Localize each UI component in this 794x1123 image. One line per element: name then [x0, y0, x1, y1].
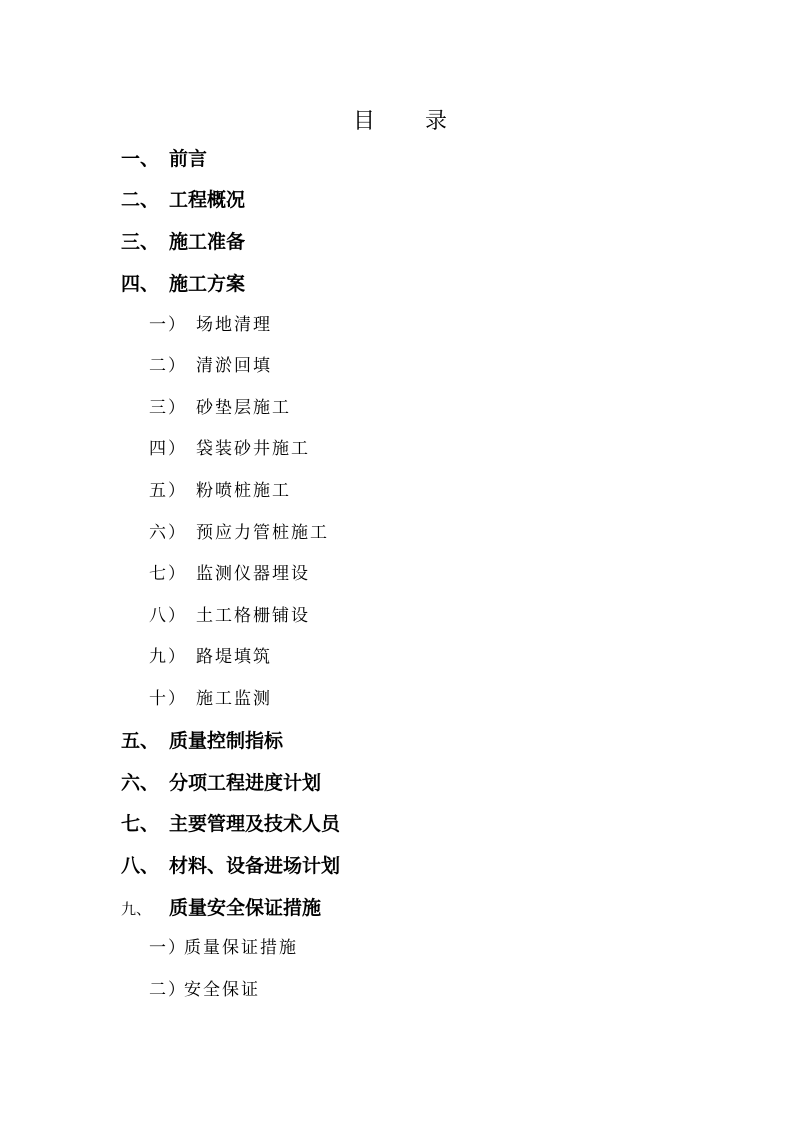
toc-subsection	[149, 982, 260, 999]
toc-text: 质量保证措施	[184, 938, 298, 958]
toc-number: 一）	[149, 315, 187, 335]
toc-text: 主要管理及技术人员	[169, 813, 341, 835]
toc-number: 四）	[149, 439, 187, 459]
toc-section-5	[121, 732, 283, 751]
toc-text: 质量控制指标	[169, 730, 284, 752]
toc-subsection	[149, 525, 329, 542]
toc-subsection	[149, 400, 291, 417]
toc-section-1	[121, 150, 207, 169]
toc-text: 施工监测	[196, 689, 272, 709]
toc-section-9	[121, 899, 321, 918]
toc-number: 三、	[121, 231, 160, 253]
toc-number: 一）	[149, 938, 187, 958]
toc-subsection	[149, 649, 272, 666]
toc-number: 四、	[121, 273, 160, 295]
toc-number: 六、	[121, 772, 160, 794]
toc-text: 施工方案	[169, 273, 246, 295]
toc-section-7	[121, 815, 340, 834]
toc-number: 三）	[149, 398, 187, 418]
toc-title	[353, 104, 447, 135]
toc-number: 五）	[149, 481, 187, 501]
toc-section-8	[121, 857, 340, 876]
toc-section-6	[121, 774, 321, 793]
toc-text: 前言	[169, 148, 208, 170]
toc-subsection	[149, 566, 310, 583]
toc-number: 八、	[121, 855, 160, 877]
toc-number: 七）	[149, 564, 187, 584]
toc-subsection	[149, 441, 310, 458]
toc-number: 一、	[121, 148, 160, 170]
toc-text: 质量安全保证措施	[169, 897, 322, 919]
toc-text: 清淤回填	[196, 356, 272, 376]
toc-subsection	[149, 940, 298, 957]
toc-title-right: 录	[425, 109, 448, 134]
toc-subsection	[149, 483, 291, 500]
toc-subsection	[149, 608, 310, 625]
toc-subsection	[149, 358, 272, 375]
toc-text: 预应力管桩施工	[196, 523, 329, 543]
toc-text: 袋装砂井施工	[196, 439, 310, 459]
toc-text: 路堤填筑	[196, 647, 272, 667]
toc-number: 八）	[149, 606, 187, 626]
toc-section-4	[121, 275, 245, 294]
toc-title-left: 目	[353, 109, 376, 134]
toc-number: 二）	[149, 980, 187, 1000]
toc-number: 二）	[149, 356, 187, 376]
toc-text: 砂垫层施工	[196, 398, 291, 418]
toc-number: 十）	[149, 689, 187, 709]
toc-text: 工程概况	[169, 189, 246, 211]
toc-section-3	[121, 233, 245, 252]
toc-number: 九、	[121, 900, 152, 918]
toc-text: 场地清理	[196, 315, 272, 335]
toc-text: 监测仪器埋设	[196, 564, 310, 584]
toc-number: 二、	[121, 189, 160, 211]
toc-number: 九）	[149, 647, 187, 667]
toc-text: 施工准备	[169, 231, 246, 253]
toc-number: 六）	[149, 523, 187, 543]
toc-section-2	[121, 191, 245, 210]
toc-text: 材料、设备进场计划	[169, 855, 341, 877]
toc-text: 土工格栅铺设	[196, 606, 310, 626]
toc-text: 安全保证	[184, 980, 260, 1000]
toc-text: 粉喷桩施工	[196, 481, 291, 501]
toc-subsection	[149, 317, 272, 334]
toc-number: 五、	[121, 730, 160, 752]
toc-subsection	[149, 691, 272, 708]
toc-text: 分项工程进度计划	[169, 772, 322, 794]
toc-number: 七、	[121, 813, 160, 835]
